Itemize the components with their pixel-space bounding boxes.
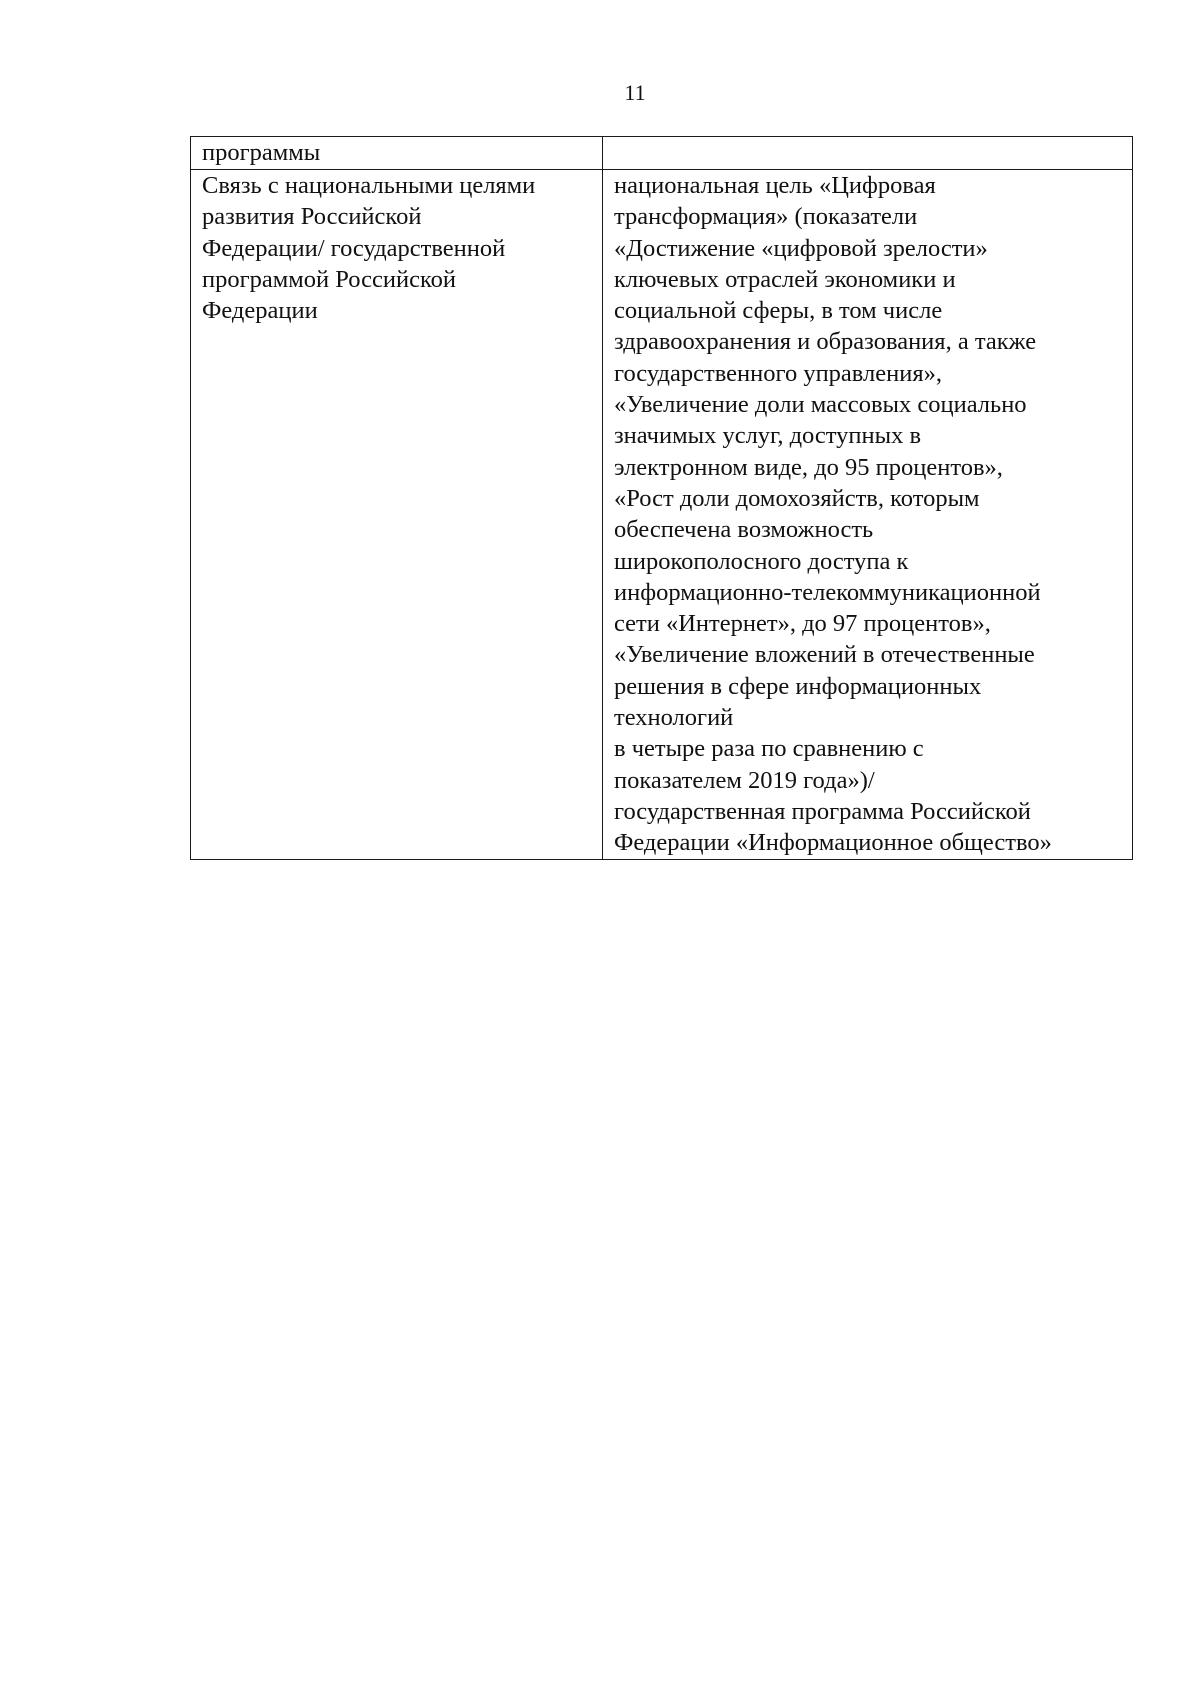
table-cell-label	[191, 137, 603, 170]
cell-text: программы	[202, 139, 321, 166]
cell-text: национальная цель «Цифровая трансформация» (показатели «Достижение «цифровой зрелости» ключевых отраслей экономики и социальной сферы, в том числе здравоохранения и образования, а также государственного управления», «Увеличение доли массовых социально значимых услуг, доступных в электронном виде, до 95 процентов», «Рост доли домохозяйств, которым обеспечена возможность широкополосного доступа к информационно-телекоммуникационной сети «Интернет», до 97 процентов», «Увеличение вложений в отечественные решения в сфере информационных технологий в четыре раза по сравнению с показателем 2019 года»)/ государственная программа Российской Федерации «Информационное общество»	[614, 172, 1052, 857]
page-number: 11	[624, 80, 646, 105]
table-row	[191, 170, 1133, 860]
cell-text: Связь с национальными целями развития Российской Федерации/ государственной программой Российской Федерации	[202, 172, 536, 325]
table-cell-label	[191, 170, 603, 860]
table-row	[191, 137, 1133, 170]
table-cell-value	[603, 137, 1133, 170]
passport-table	[190, 136, 1133, 860]
table-cell-value	[603, 170, 1133, 860]
